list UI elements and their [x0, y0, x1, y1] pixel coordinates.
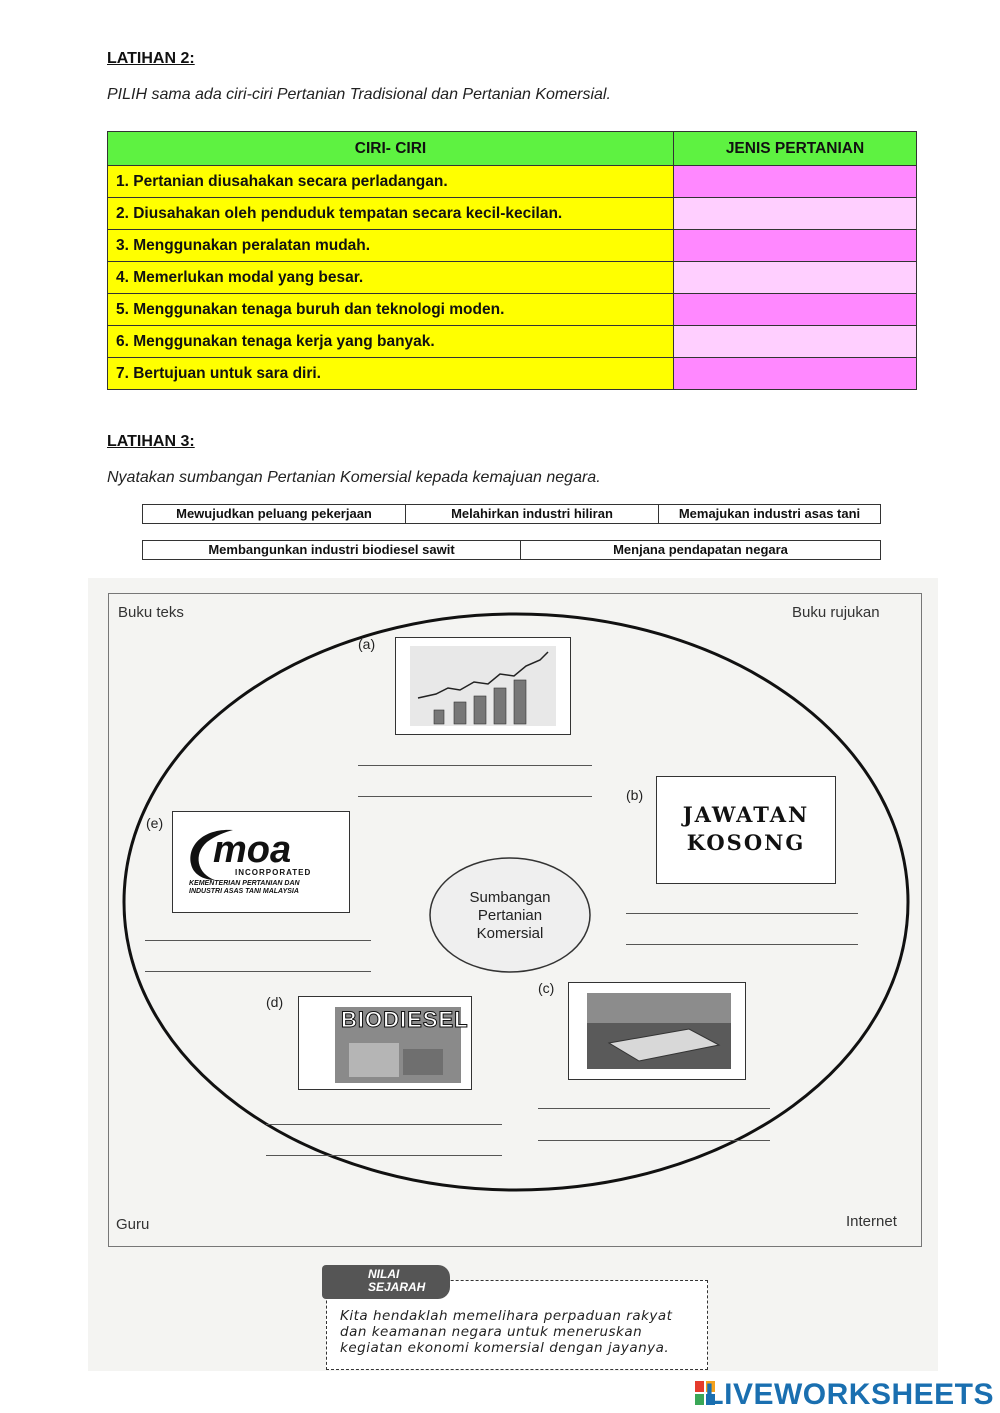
jenis-answer-dropdown[interactable]: [674, 262, 916, 293]
ciri-table: [107, 131, 917, 390]
table-row: [108, 166, 917, 198]
center-line: Sumbangan: [469, 889, 551, 906]
picture-a-growth-chart: [395, 637, 571, 735]
liveworksheets-brand: LIVEWORKSHEETS: [705, 1378, 994, 1411]
corner-label-internet: Internet: [846, 1213, 897, 1230]
moa-ministry-line: KEMENTERIAN PERTANIAN DAN: [189, 880, 300, 887]
option-item: Memajukan industri asas tani: [659, 505, 881, 524]
corner-label-buku-teks: Buku teks: [118, 604, 184, 621]
ciri-cell: 7. Bertujuan untuk sara diri.: [108, 358, 674, 390]
picture-c-asas-tani: [568, 982, 746, 1080]
moa-ministry-line: INDUSTRI ASAS TANI MALAYSIA: [189, 888, 299, 895]
jawatan-line: JAWATAN: [682, 802, 810, 827]
corner-label-buku-rujukan: Buku rujukan: [792, 604, 880, 621]
label-e: (e): [146, 815, 164, 831]
options-box: [142, 504, 881, 524]
latihan2-instruction: PILIH sama ada ciri-ciri Pertanian Tradisional dan Pertanian Komersial.: [107, 86, 611, 103]
option-item: Melahirkan industri hiliran: [406, 505, 659, 524]
jenis-answer-dropdown[interactable]: [674, 294, 916, 325]
ciri-cell: 5. Menggunakan tenaga buruh dan teknologi moden.: [108, 294, 674, 326]
label-c: (c): [538, 980, 555, 996]
latihan2-heading: LATIHAN 2:: [107, 50, 195, 67]
nilai-title-line: NILAI: [368, 1267, 400, 1281]
ciri-cell: 6. Menggunakan tenaga kerja yang banyak.: [108, 326, 674, 358]
ciri-cell: 2. Diusahakan oleh penduduk tempatan secara kecil-kecilan.: [108, 198, 674, 230]
jenis-answer-dropdown[interactable]: [674, 326, 916, 357]
option-item: Menjana pendapatan negara: [521, 541, 881, 560]
table-row: [108, 262, 917, 294]
table-row: [108, 198, 917, 230]
biodiesel-text: BIODIESEL: [341, 1007, 469, 1032]
latihan3-heading: LATIHAN 3:: [107, 433, 195, 450]
option-item: Mewujudkan peluang pekerjaan: [143, 505, 406, 524]
label-d: (d): [266, 994, 284, 1010]
jenis-answer-dropdown[interactable]: [674, 166, 916, 197]
growth-chart-image: [396, 638, 570, 734]
picture-e-moa-logo: [172, 811, 350, 913]
answer-line-d1[interactable]: [266, 1124, 502, 1125]
jawatan-text: [657, 801, 835, 857]
options-box-row2: [142, 540, 881, 560]
moa-sub: INCORPORATED: [235, 868, 312, 877]
moa-ministry: [189, 880, 300, 896]
table-row: [108, 326, 917, 358]
table-row: [108, 358, 917, 390]
option-item: Membangunkan industri biodiesel sawit: [143, 541, 521, 560]
nilai-sejarah-text: [340, 1308, 672, 1356]
center-line: Komersial: [476, 925, 544, 942]
table-header-row: [108, 132, 917, 166]
picture-b-jawatan-kosong: [656, 776, 836, 884]
jenis-answer-dropdown[interactable]: [674, 358, 916, 389]
moa-name: moa: [213, 829, 292, 871]
answer-line-c2[interactable]: [538, 1140, 770, 1141]
answer-line-e2[interactable]: [145, 971, 371, 972]
center-line: Pertanian: [477, 907, 543, 924]
jawatan-line: KOSONG: [686, 830, 806, 855]
table-row: [108, 230, 917, 262]
answer-line-d2[interactable]: [266, 1155, 502, 1156]
ciri-cell: 4. Memerlukan modal yang besar.: [108, 262, 674, 294]
center-title: [430, 889, 590, 943]
jenis-answer-dropdown[interactable]: [674, 230, 916, 261]
ciri-cell: 1. Pertanian diusahakan secara perladangan.: [108, 166, 674, 198]
answer-line-b2[interactable]: [626, 944, 858, 945]
jenis-answer-dropdown[interactable]: [674, 198, 916, 229]
table-row: [108, 294, 917, 326]
latihan3-instruction: Nyatakan sumbangan Pertanian Komersial kepada kemajuan negara.: [107, 469, 601, 486]
col-jenis-header: JENIS PERTANIAN: [674, 132, 917, 166]
label-b: (b): [626, 787, 644, 803]
answer-line-a2[interactable]: [358, 796, 592, 797]
nilai-line: dan keamanan negara untuk meneruskan: [340, 1324, 643, 1340]
nilai-sejarah-banner: [322, 1265, 450, 1299]
answer-line-b1[interactable]: [626, 913, 858, 914]
nilai-title-line: SEJARAH: [368, 1280, 426, 1294]
nilai-line: Kita hendaklah memelihara perpaduan rakyat: [340, 1308, 673, 1324]
picture-d-biodiesel: [298, 996, 472, 1090]
label-a: (a): [358, 636, 376, 652]
ciri-cell: 3. Menggunakan peralatan mudah.: [108, 230, 674, 262]
answer-line-a1[interactable]: [358, 765, 592, 766]
nilai-line: kegiatan ekonomi komersial dengan jayanya.: [340, 1340, 670, 1356]
answer-line-c1[interactable]: [538, 1108, 770, 1109]
col-ciri-header: CIRI- CIRI: [108, 132, 674, 166]
answer-line-e1[interactable]: [145, 940, 371, 941]
asas-tani-image: [569, 983, 745, 1079]
corner-label-guru: Guru: [116, 1216, 150, 1233]
